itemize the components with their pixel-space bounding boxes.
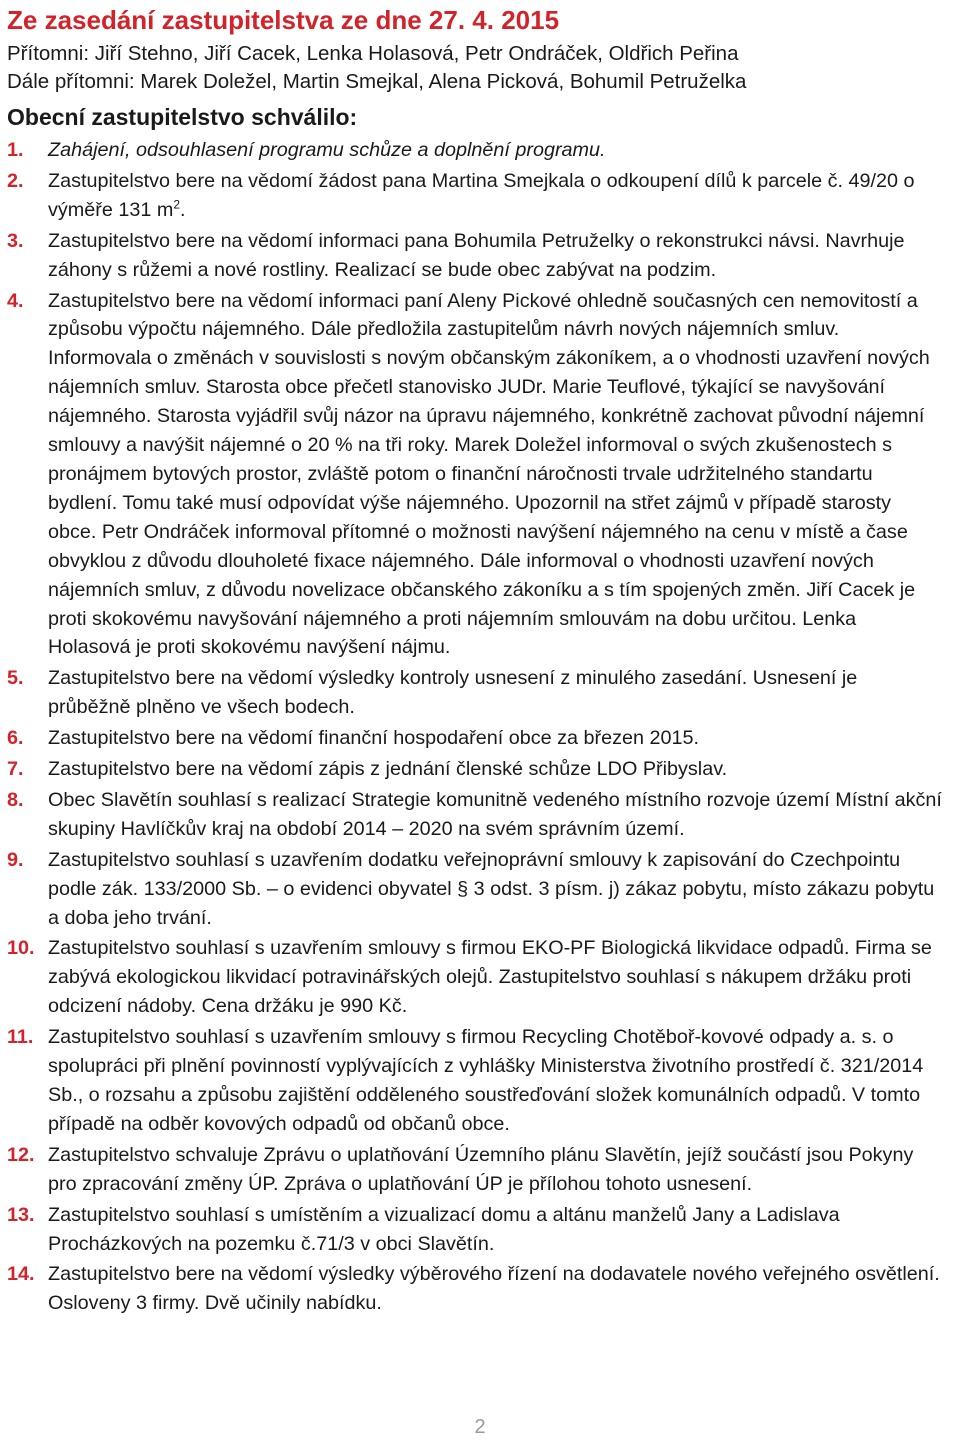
resolution-item-12 — [7, 1141, 942, 1199]
resolution-item-10 — [7, 934, 942, 1021]
approved-heading: Obecní zastupitelstvo schválilo: — [7, 104, 358, 130]
item-text: Zastupitelstvo souhlasí s uzavřením dodatku veřejnoprávní smlouvy k zapisování do Czechpointu podle zák. 133/2000 Sb. – o evidenci obyvatel § 3 odst. 3 písm. j) zákaz pobytu, místo zákazu pobytu a doba jeho trvání. — [48, 848, 935, 929]
resolution-item-3 — [7, 227, 942, 285]
item-text: Zastupitelstvo bere na vědomí finanční hospodaření obce za březen 2015. — [48, 727, 700, 750]
resolution-item-1 — [7, 136, 942, 165]
item-number: 14. — [7, 1263, 35, 1286]
item-text: Zastupitelstvo souhlasí s uzavřením smlouvy s firmou EKO-PF Biologická likvidace odpadů. Firma se zabývá ekologickou likvidací potravinářských olejů. Zastupitelstvo souhlasí s nákupem držáku proti odcizení nádoby. Cena držáku je 990 Kč. — [48, 937, 932, 1018]
item-number: 7. — [7, 758, 24, 781]
item-text: Zastupitelstvo bere na vědomí informaci pana Bohumila Petruželky o rekonstrukci návsi. Navrhuje záhony s růžemi a nové rostliny. Realizací se bude obec zabývat na podzim. — [48, 229, 905, 281]
resolution-list — [7, 136, 942, 1318]
item-number: 13. — [7, 1203, 35, 1226]
item-number: 1. — [7, 139, 24, 161]
item-number: 4. — [7, 289, 24, 312]
resolution-item-7 — [7, 755, 942, 784]
item-text: Zastupitelstvo bere na vědomí žádost pana Martina Smejkala o odkoupení dílů k parcele č. 49/20 o výměře 131 m — [48, 169, 915, 221]
present-members: Přítomni: Jiří Stehno, Jiří Cacek, Lenka Holasová, Petr Ondráček, Oldřich Peřina — [7, 42, 739, 65]
resolution-item-13 — [7, 1201, 942, 1259]
item-number: 9. — [7, 848, 24, 871]
resolution-item-6 — [7, 724, 942, 753]
item-number: 5. — [7, 667, 24, 690]
item-text: Zastupitelstvo bere na vědomí informaci paní Aleny Pickové ohledně současných cen nemovitostí a způsobu výpočtu nájemného. Dále předložila zastupitelům návrh nových nájemních smluv. Informovala o změnách v souvislosti s novým občanským zákoníkem, a o vhodnosti uzavření nových nájemních smluv. Starosta obce přečetl stanovisko JUDr. Marie Teuflové, týkající se navyšování nájemného. Starosta vyjádřil svůj názor na úpravu nájemného, konkrétně zachovat původní nájemní smlouvy a navýšit nájemné o 20 % na tři roky. Marek Doležel informoval o svých zkušenostech s pronájmem bytových prostor, zvláště potom o finanční náročnosti trvale udržitelného standartu bydlení. Tomu také musí odpovídat výše nájemného. Upozornil na střet zájmů v případě starosty obce. Petr Ondráček informoval přítomné o možnosti navýšení nájemného na cenu v místě a čase obvyklou z důvodu dlouholeté fixace nájemného. Dále informoval o vhodnosti uzavření nových nájemních smluv, z důvodu novelizace občanského zákoníku a s tím spojených změn. Jiří Cacek je proti skokovému navyšování nájemného a proti nájemním smlouvám na dobu určitou. Lenka Holasová je proti skokovému navýšení nájmu. — [48, 289, 930, 659]
item-text: Zastupitelstvo bere na vědomí výsledky výběrového řízení na dodavatele nového veřejného osvětlení. Osloveny 3 firmy. Dvě učinily nabídku. — [48, 1263, 940, 1315]
also-present-members: Dále přítomni: Marek Doležel, Martin Smejkal, Alena Picková, Bohumil Petruželka — [7, 70, 747, 93]
page-number: 2 — [474, 1416, 486, 1438]
item-number: 2. — [7, 169, 24, 192]
resolution-item-4 — [7, 287, 942, 663]
item-text: Zastupitelstvo souhlasí s uzavřením smlouvy s firmou Recycling Chotěboř-kovové odpady a. s. o spolupráci při plnění povinností vyplývajících z vyhlášky Ministerstva životního prostředí č. 321/2014 Sb., o rozsahu a způsobu zajištění odděleného soustřeďování složek komunálních odpadů. V tomto případě na odběr kovových odpadů od občanů obce. — [48, 1026, 924, 1135]
resolution-item-2 — [7, 167, 942, 225]
item-number: 3. — [7, 229, 24, 252]
item-text: Obec Slavětín souhlasí s realizací Strategie komunitně vedeného místního rozvoje území Místní akční skupiny Havlíčkův kraj na období 2014 – 2020 na svém správním území. — [48, 788, 942, 840]
item-number: 8. — [7, 788, 24, 811]
item-number: 10. — [7, 937, 35, 960]
item-text: Zastupitelstvo schvaluje Zprávu o uplatňování Územního plánu Slavětín, jejíž součástí jsou Pokyny pro zpracování změny ÚP. Zpráva o uplatňování ÚP je přílohou tohoto usnesení. — [48, 1143, 914, 1195]
item-text: Zahájení, odsouhlasení programu schůze a doplnění programu. — [48, 139, 606, 161]
item-number: 6. — [7, 727, 24, 750]
resolution-item-14 — [7, 1260, 942, 1318]
item-number: 11. — [7, 1026, 34, 1049]
item-text: Zastupitelstvo souhlasí s umístěním a vizualizací domu a altánu manželů Jany a Ladislava Procházkových na pozemku č.71/3 v obci Slavětín. — [48, 1203, 840, 1255]
document-title: Ze zasedání zastupitelstva ze dne 27. 4. 2015 — [7, 5, 560, 35]
item-number: 12. — [7, 1143, 35, 1166]
resolution-item-11 — [7, 1023, 942, 1139]
resolution-item-9 — [7, 846, 942, 933]
superscript: 2 — [173, 197, 181, 212]
item-text: Zastupitelstvo bere na vědomí zápis z jednání členské schůze LDO Přibyslav. — [48, 758, 728, 781]
resolution-item-5 — [7, 664, 942, 722]
item-text: Zastupitelstvo bere na vědomí výsledky kontroly usnesení z minulého zasedání. Usnesení je průběžně plněno ve všech bodech. — [48, 667, 858, 719]
item-text-tail: . — [180, 198, 186, 221]
resolution-item-8 — [7, 786, 942, 844]
